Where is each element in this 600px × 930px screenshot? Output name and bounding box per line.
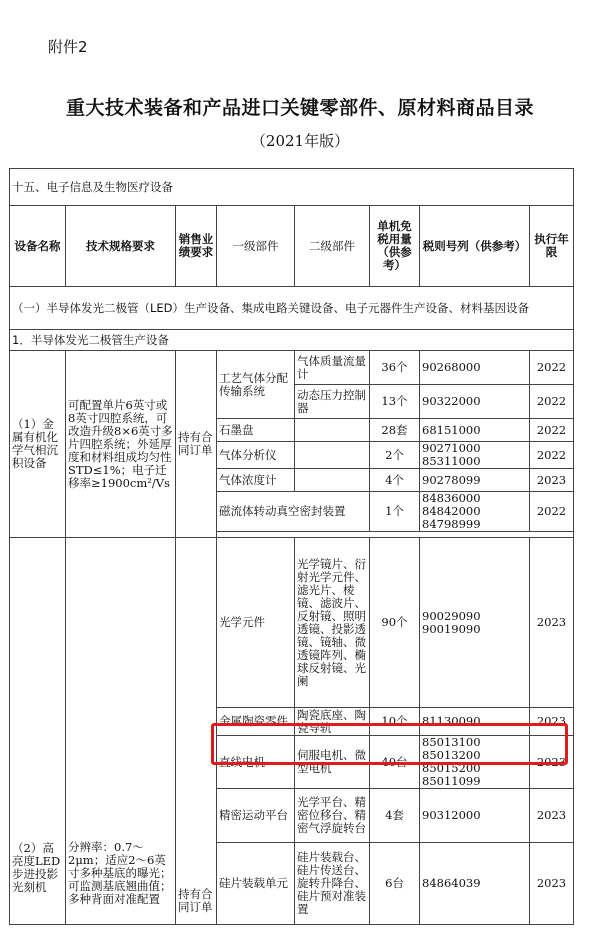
qty-cell: 10个 <box>370 708 420 736</box>
qty-cell: 90个 <box>370 538 420 708</box>
qty-cell: 1个 <box>370 492 420 532</box>
document-title: 重大技术装备和产品进口关键零部件、原材料商品目录 <box>65 97 534 119</box>
section-row <box>10 169 574 206</box>
year-cell: 2023 <box>530 736 574 789</box>
header-qty: 单机免税用量（供参考） <box>370 206 420 287</box>
tariff-cell: 85013100 85013200 85015200 85011099 <box>420 736 530 789</box>
level2-part: 伺服电机、微型电机 <box>295 736 370 789</box>
level1-part: 石墨盘 <box>217 419 295 442</box>
tariff-cell: 90322000 <box>420 385 530 419</box>
year-cell: 2023 <box>530 843 574 925</box>
level1-part: 工艺气体分配传输系统 <box>217 351 295 419</box>
tariff-cell: 90278099 <box>420 469 530 492</box>
spec-text: 可配置单片6英寸或8英寸四腔系统，可改造升级8×6英寸多片四腔系统；外延厚度和材料组成均匀性STD≤1%；电子迁移率≥1900cm²/Vs <box>66 351 176 538</box>
section-title: 十五、电子信息及生物医疗设备 <box>10 169 574 206</box>
category-row <box>10 330 574 351</box>
tariff-cell: 90029090 90019090 <box>420 538 530 708</box>
catalog-table <box>9 168 574 925</box>
year-cell: 2023 <box>530 469 574 492</box>
year-cell: 2022 <box>530 351 574 385</box>
qty-cell: 40台 <box>370 736 420 789</box>
tariff-cell: 84864039 <box>420 843 530 925</box>
level2-part: 动态压力控制器 <box>295 385 370 419</box>
level1-part: 气体分析仪 <box>217 442 295 469</box>
qty-cell: 36个 <box>370 351 420 385</box>
year-cell: 2022 <box>530 492 574 532</box>
level2-part <box>295 469 370 492</box>
tariff-cell: 90271000 85311000 <box>420 442 530 469</box>
tariff-cell: 90312000 <box>420 789 530 843</box>
sales-requirement: 持有合同订单 <box>176 538 217 925</box>
qty-cell: 6台 <box>370 843 420 925</box>
header-spec: 技术规格要求 <box>66 206 176 287</box>
year-cell: 2023 <box>530 538 574 708</box>
level1-part: 精密运动平台 <box>217 789 295 843</box>
sales-requirement: 持有合同订单 <box>176 351 217 538</box>
header-row <box>10 206 574 287</box>
level1-part: 磁流体转动真空密封装置 <box>217 492 370 532</box>
qty-cell: 4个 <box>370 469 420 492</box>
level2-part: 硅片装载台、硅片传送台、旋转升降台、硅片预对准装置 <box>295 843 370 925</box>
header-level1: 一级部件 <box>217 206 295 287</box>
level2-part: 光学平台、精密位移台、精密气浮旋转台 <box>295 789 370 843</box>
subsection-title: （一）半导体发光二极管（LED）生产设备、集成电路关键设备、电子元器件生产设备、材料基因设备 <box>10 287 574 330</box>
level1-part: 气体浓度计 <box>217 469 295 492</box>
year-cell: 2022 <box>530 419 574 442</box>
equipment-name: （1）金属有机化学气相沉积设备 <box>10 351 66 538</box>
equipment-name: （2）高亮度LED步进投影光刻机 <box>10 538 66 925</box>
tariff-cell: 90268000 <box>420 351 530 385</box>
level1-part: 光学元件 <box>217 538 295 708</box>
year-cell: 2023 <box>530 789 574 843</box>
table-row <box>10 351 574 385</box>
attachment-label: 附件2 <box>48 38 88 56</box>
year-cell: 2023 <box>530 708 574 736</box>
qty-cell: 28套 <box>370 419 420 442</box>
header-sales: 销售业绩要求 <box>176 206 217 287</box>
level2-part <box>295 419 370 442</box>
spec-text: 分辨率：0.7～2μm；适应2～6英寸多种基底的曝光；可监测基底翘曲值；多种背面对准配置 <box>66 538 176 925</box>
edition-label: （2021年版） <box>250 132 350 150</box>
level2-part: 光学镜片、衍射光学元件、滤光片、棱镜、滤波片、反射镜、照明透镜、投影透镜、镜轴、微透镜阵列、椭球反射镜、光阑 <box>295 538 370 708</box>
qty-cell: 4套 <box>370 789 420 843</box>
header-year: 执行年限 <box>530 206 574 287</box>
level1-part: 金属陶瓷零件 <box>217 708 295 736</box>
level2-part <box>295 442 370 469</box>
tariff-cell: 81130090 <box>420 708 530 736</box>
year-cell: 2022 <box>530 442 574 469</box>
level2-part: 气体质量流量计 <box>295 351 370 385</box>
header-level2: 二级部件 <box>295 206 370 287</box>
header-equipment: 设备名称 <box>10 206 66 287</box>
qty-cell: 13个 <box>370 385 420 419</box>
subsection-row <box>10 287 574 330</box>
qty-cell: 2个 <box>370 442 420 469</box>
category-title: 1．半导体发光二极管生产设备 <box>10 330 574 351</box>
table-row <box>10 538 574 708</box>
level1-part: 直线电机 <box>217 736 295 789</box>
header-tariff: 税则号列（供参考） <box>420 206 530 287</box>
tariff-cell: 84836000 84842000 84798999 <box>420 492 530 532</box>
level1-part: 硅片装载单元 <box>217 843 295 925</box>
year-cell: 2022 <box>530 385 574 419</box>
tariff-cell: 68151000 <box>420 419 530 442</box>
level2-part: 陶瓷底座、陶瓷导轨 <box>295 708 370 736</box>
